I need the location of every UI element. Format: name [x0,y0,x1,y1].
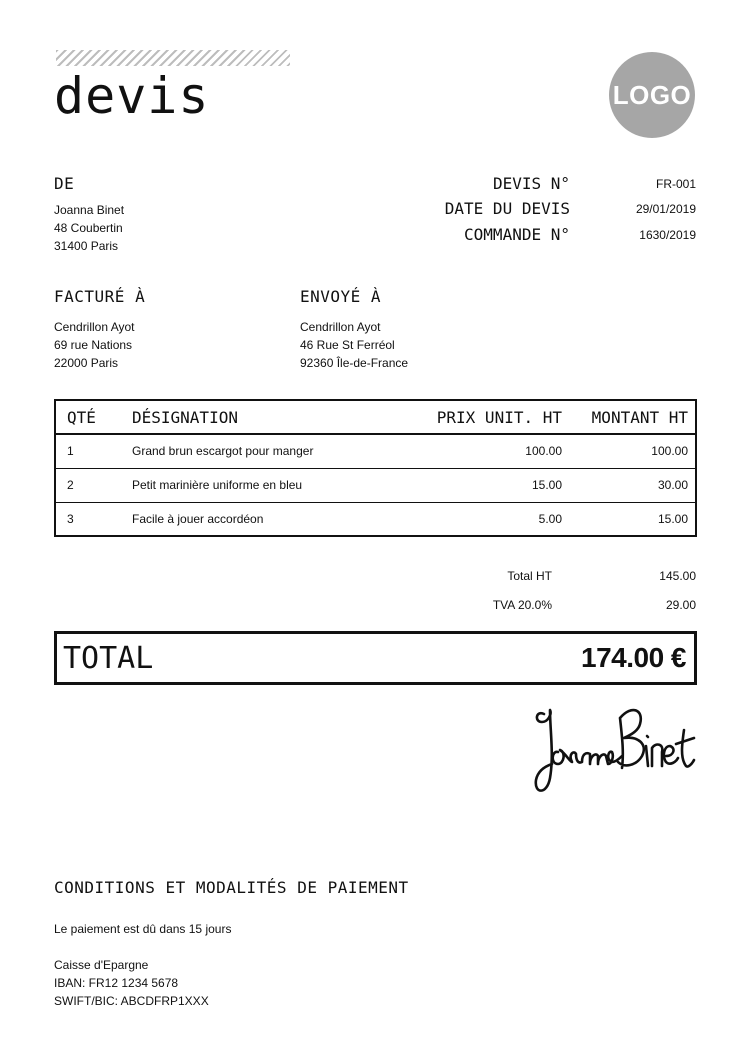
sender-city: 31400 Paris [54,239,119,253]
subtotal-value: 145.00 [659,569,696,583]
subtotal-label: Total HT [507,569,552,583]
billed-to-street: 69 rue Nations [54,338,133,352]
shipped-to-heading: ENVOYÉ À [300,287,382,306]
table-row [55,434,696,468]
shipped-to-city: 92360 Île-de-France [300,356,409,370]
bank-iban: IBAN: FR12 1234 5678 [54,976,179,990]
line-items-table [54,399,697,537]
shipped-to-street: 46 Rue St Ferréol [300,338,395,352]
sender-heading: DE [54,174,75,193]
order-number-value: 1630/2019 [639,228,696,242]
row-unit-price: 100.00 [412,434,572,468]
order-number-label: COMMANDE N° [464,225,570,244]
sender-name: Joanna Binet [54,203,125,217]
tax-label: TVA 20.0% [492,598,552,612]
tax-value: 29.00 [665,598,696,612]
bank-details [54,956,209,1010]
billed-to-city: 22000 Paris [54,356,119,370]
row-unit-price: 15.00 [412,468,572,502]
row-unit-price: 5.00 [538,511,562,526]
table-row [55,468,696,502]
quote-date-value: 29/01/2019 [635,202,696,216]
column-header-unit-price: PRIX UNIT. HT [412,400,572,434]
row-qty: 1 [55,434,122,468]
sender-street: 48 Coubertin [54,221,123,235]
document-title: devis [54,67,210,125]
handwritten-signature [528,700,698,800]
shipped-to-name: Cendrillon Ayot [300,320,381,334]
row-amount: 100.00 [572,434,696,468]
quote-date-label: DATE DU DEVIS [444,199,570,218]
row-description: Grand brun escargot pour manger [122,434,412,468]
quote-number-value: FR-001 [655,177,696,191]
billed-to-name: Cendrillon Ayot [54,320,135,334]
column-header-description: DÉSIGNATION [122,400,412,434]
row-qty: 2 [55,468,122,502]
table-row [55,502,696,536]
column-header-amount: MONTANT HT [572,400,696,434]
sender-address [54,201,124,255]
grand-total-value: 174.00 € [581,642,686,673]
bank-swift: SWIFT/BIC: ABCDFRP1XXX [54,994,209,1008]
row-description: Petit marinière uniforme en bleu [122,468,412,502]
grand-total-box [54,631,697,685]
billed-to-address [54,318,135,372]
bank-name: Caisse d'Epargne [54,958,149,972]
row-qty: 3 [67,511,74,526]
grand-total-label: TOTAL [63,640,154,676]
company-logo [609,52,695,138]
row-amount: 15.00 [657,511,688,526]
row-amount: 30.00 [572,468,696,502]
row-description: Facile à jouer accordéon [132,511,264,526]
shipped-to-address [300,318,408,372]
quote-number-label: DEVIS N° [492,174,570,193]
billed-to-heading: FACTURÉ À [54,287,146,306]
decorative-hatch [56,50,290,66]
table-header-row [55,400,696,434]
logo-text: LOGO [612,79,692,110]
column-header-qty: QTÉ [55,400,122,434]
payment-due-text: Le paiement est dû dans 15 jours [54,922,232,936]
payment-terms-heading: CONDITIONS ET MODALITÉS DE PAIEMENT [54,878,409,897]
